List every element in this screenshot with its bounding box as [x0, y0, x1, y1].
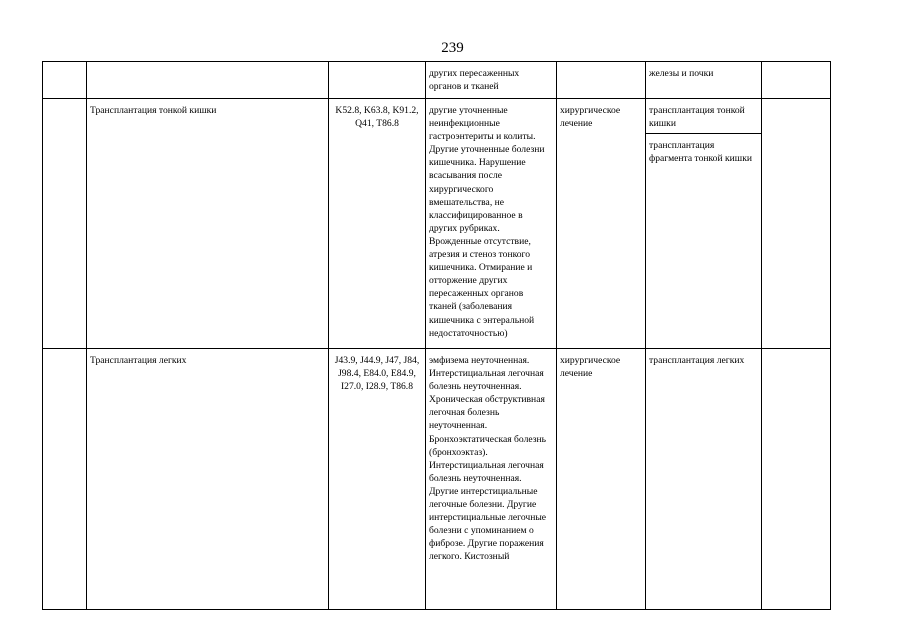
row-number-cell: [43, 349, 87, 610]
treatment-method: железы и почки: [649, 68, 714, 79]
care-type-cell: Трансплантация тонкой кишки: [87, 99, 329, 349]
tariff-cell: [762, 99, 831, 349]
row-number-cell: [43, 62, 87, 99]
medical-care-table: [42, 61, 831, 610]
tariff-cell: [762, 349, 831, 610]
row-number-cell: [43, 99, 87, 349]
treatment-type-cell: хирургическое лечение: [557, 349, 646, 610]
icd-codes-cell: J43.9, J44.9, J47, J84, J98.4, E84.0, E84.9, I27.0, I28.9, T86.8: [329, 349, 426, 610]
table-row: [43, 99, 831, 349]
treatment-type-cell: [557, 62, 646, 99]
treatment-method: трансплантация тонкой кишки: [649, 105, 745, 130]
care-type-cell: Трансплантация легких: [87, 349, 329, 610]
treatment-method-cell: [646, 99, 762, 349]
page-number: 239: [441, 40, 464, 56]
table-row: [43, 62, 831, 99]
diagnosis-cell: другие уточненные неинфекционные гастроэнтериты и колиты. Другие уточненные болезни кишечника. Нарушение всасывания после хирургического вмешательства, не классифицированное в других рубриках. Врожденные отсутствие, атрезия и стеноз тонкого кишечника. Отмирание и отторжение других пересаженных органов тканей (заболевания кишечника с энтеральной недостаточностью): [426, 99, 557, 349]
diagnosis-cell: других пересаженных органов и тканей: [426, 62, 557, 99]
treatment-method-cell: [646, 62, 762, 99]
treatment-method: трансплантация фрагмента тонкой кишки: [646, 133, 761, 168]
care-type-cell: [87, 62, 329, 99]
tariff-cell: [762, 62, 831, 99]
treatment-type-cell: хирургическое лечение: [557, 99, 646, 349]
treatment-method-cell: [646, 349, 762, 610]
table-row: [43, 349, 831, 610]
icd-codes-cell: [329, 62, 426, 99]
treatment-method: трансплантация легких: [649, 355, 745, 366]
diagnosis-cell: эмфизема неуточненная. Интерстициальная легочная болезнь неуточненная. Хроническая обструктивная легочная болезнь неуточненная. Бронхоэктатическая болезнь (бронхоэктаз). Интерстициальная легочная болезнь неуточненная. Другие интерстициальные легочные болезни. Другие интерстициальные легочные болезни с упоминанием о фиброзе. Другие поражения легкого. Кистозный: [426, 349, 557, 610]
icd-codes-cell: K52.8, K63.8, K91.2, Q41, T86.8: [329, 99, 426, 349]
